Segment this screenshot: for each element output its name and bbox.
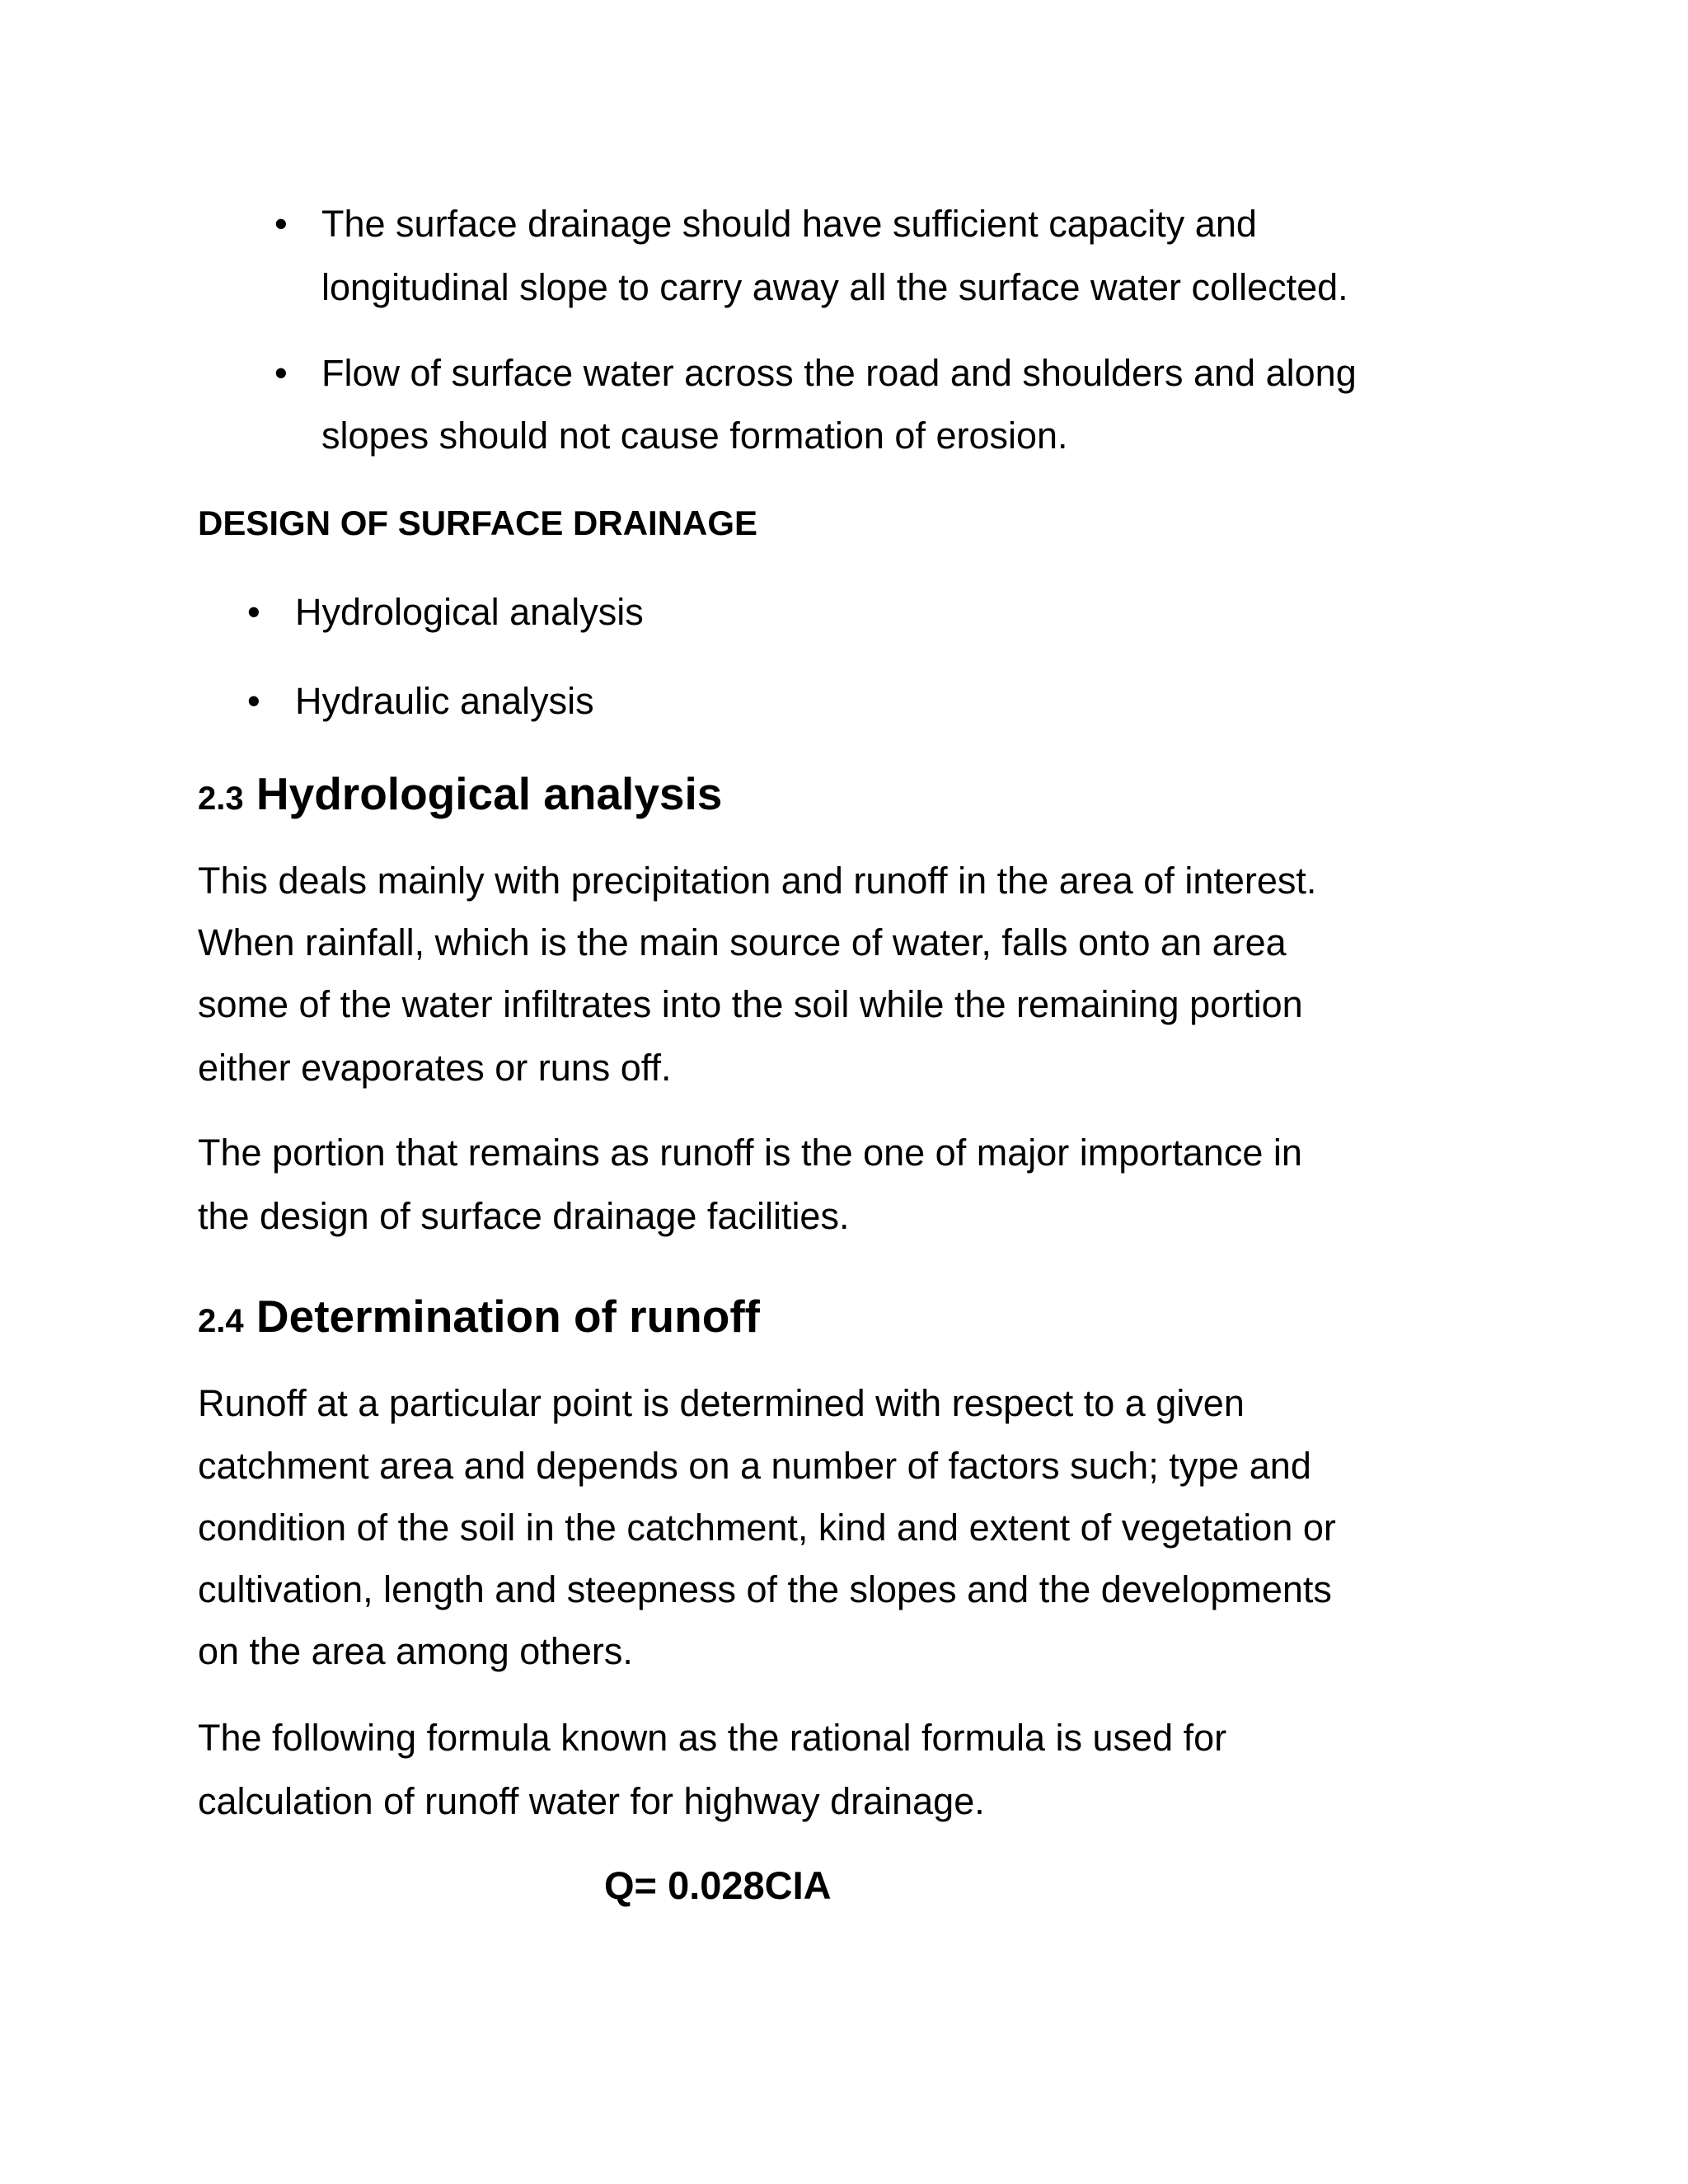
design-item: Hydraulic analysis — [295, 680, 594, 722]
paragraph-line: calculation of runoff water for highway drainage. — [198, 1780, 985, 1822]
paragraph-line: some of the water infiltrates into the soil while the remaining portion — [198, 983, 1303, 1025]
bullet-text-line: slopes should not cause formation of erosion. — [321, 415, 1068, 457]
paragraph-line: This deals mainly with precipitation and runoff in the area of interest. — [198, 860, 1317, 902]
paragraph-line: catchment area and depends on a number of factors such; type and — [198, 1445, 1311, 1487]
paragraph-line: on the area among others. — [198, 1630, 633, 1672]
design-item: Hydrological analysis — [295, 591, 644, 633]
section-2-4-heading — [198, 1291, 760, 1342]
paragraph-line: cultivation, length and steepness of the slopes and the developments — [198, 1568, 1332, 1610]
section-2-3-heading — [198, 768, 723, 819]
paragraph-line: The following formula known as the rational formula is used for — [198, 1717, 1227, 1759]
paragraph-line: either evaporates or runs off. — [198, 1047, 672, 1089]
paragraph-line: the design of surface drainage facilities. — [198, 1195, 850, 1237]
paragraph-line: When rainfall, which is the main source of water, falls onto an area — [198, 921, 1287, 963]
bullet-text-line: The surface drainage should have sufficient capacity and — [321, 203, 1257, 245]
bullet-text-line: longitudinal slope to carry away all the surface water collected. — [321, 266, 1348, 308]
bullet-marker: • — [274, 203, 288, 245]
paragraph-line: condition of the soil in the catchment, kind and extent of vegetation or — [198, 1507, 1336, 1549]
bullet-marker: • — [247, 591, 260, 633]
section-title: Hydrological analysis — [256, 768, 723, 819]
bullet-marker: • — [247, 680, 260, 722]
section-number: 2.3 — [198, 780, 244, 817]
paragraph-line: The portion that remains as runoff is the one of major importance in — [198, 1132, 1302, 1174]
rational-formula: Q= 0.028CIA — [604, 1863, 832, 1907]
section-title: Determination of runoff — [256, 1291, 760, 1342]
paragraph-line: Runoff at a particular point is determined with respect to a given — [198, 1382, 1245, 1424]
section-number: 2.4 — [198, 1303, 244, 1339]
bullet-marker: • — [274, 352, 288, 394]
bullet-text-line: Flow of surface water across the road and shoulders and along — [321, 352, 1357, 394]
design-heading: DESIGN OF SURFACE DRAINAGE — [198, 504, 758, 542]
